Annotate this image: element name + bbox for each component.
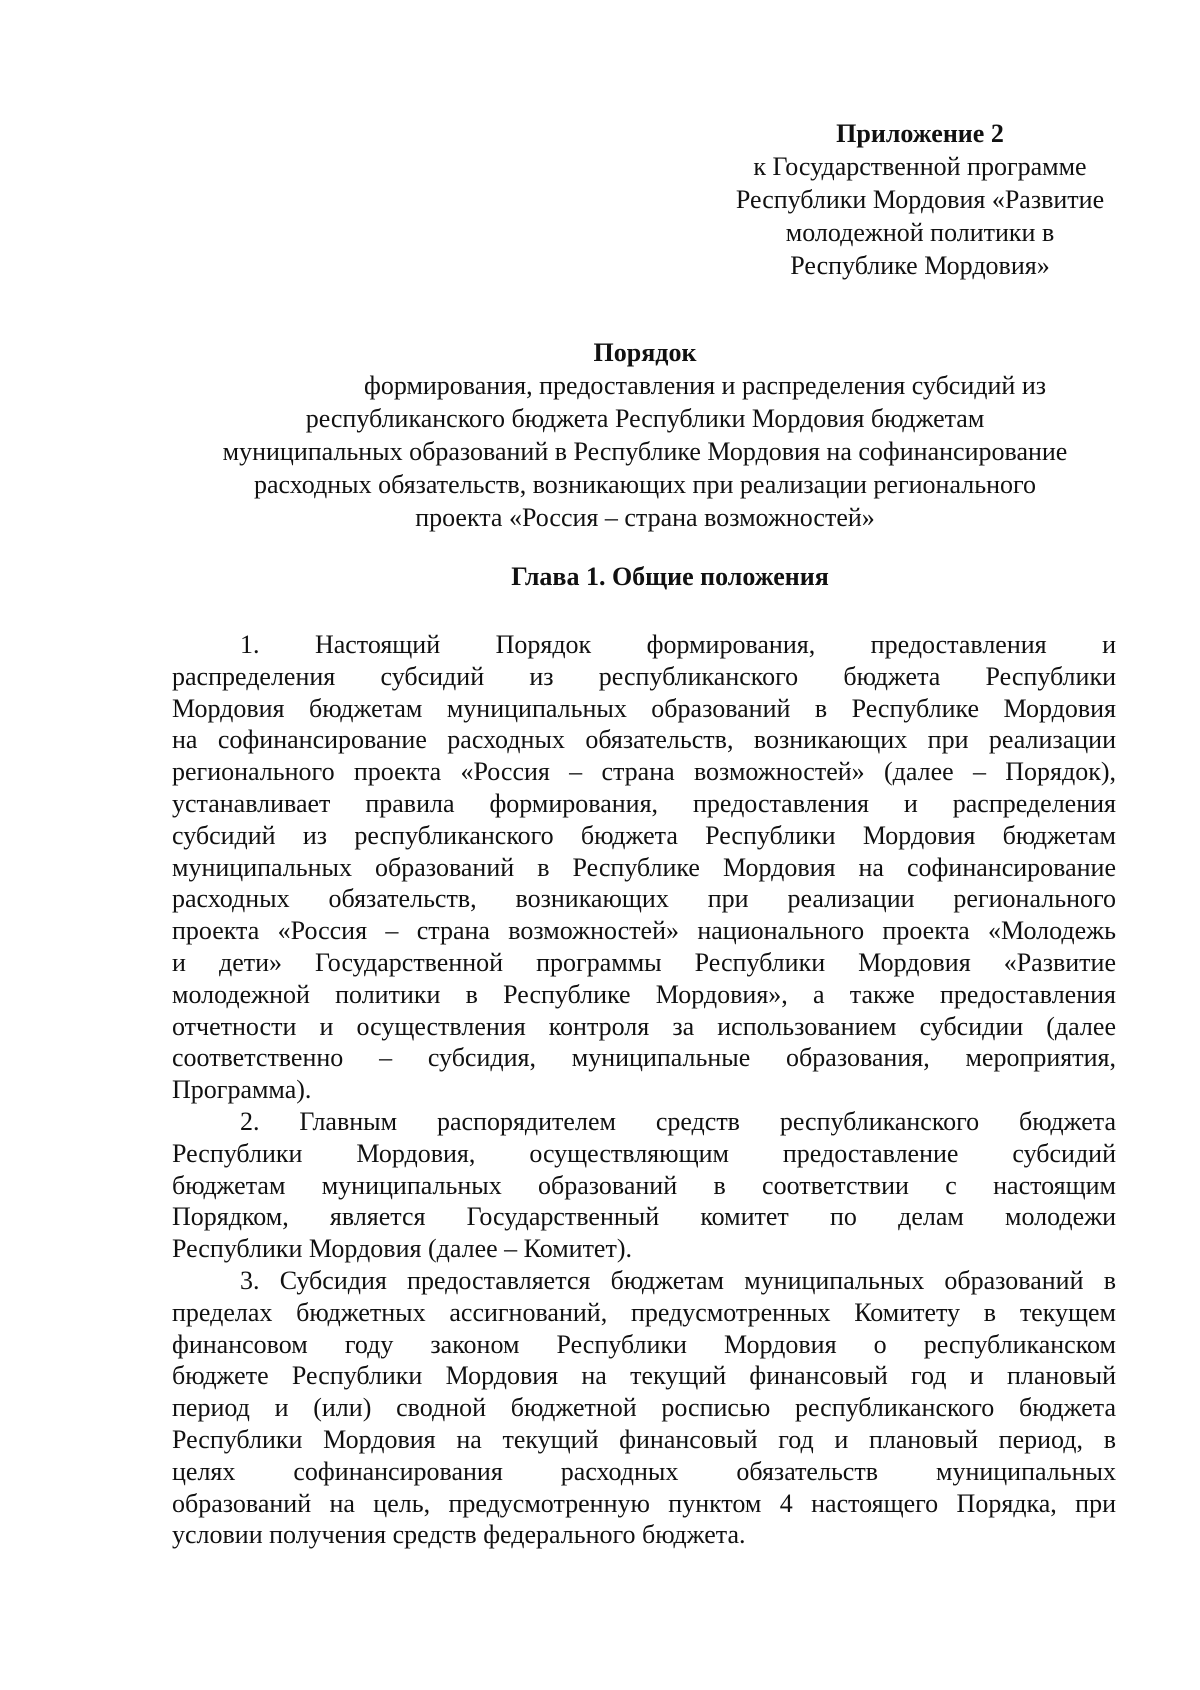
appendix-line: Республики Мордовия «Развитие	[735, 185, 1105, 214]
appendix-title: Приложение 2	[836, 119, 1004, 148]
body-line: целях софинансирования расходных обязательств муниципальных	[172, 1456, 1116, 1486]
body-line: период и (или) сводной бюджетной росписью республиканского бюджета	[172, 1393, 1116, 1423]
appendix-header	[690, 117, 1150, 282]
body-line: соответственно – субсидия, муниципальные образования, мероприятия,	[172, 1043, 1116, 1073]
body-line: образований на цель, предусмотренную пунктом 4 настоящего Порядка, при	[172, 1488, 1116, 1518]
body-line: молодежной политики в Республике Мордовия», а также предоставления	[172, 979, 1116, 1009]
body-line: расходных обязательств, возникающих при реализации регионального	[172, 884, 1116, 914]
order-heading	[170, 336, 1120, 534]
body-line: и дети» Государственной программы Республики Мордовия «Развитие	[172, 947, 1116, 977]
body-line: муниципальных образований в Республике Мордовия на софинансирование	[172, 852, 1116, 882]
body-line: проекта «Россия – страна возможностей» национального проекта «Молодежь	[172, 916, 1116, 946]
appendix-line: к Государственной программе	[753, 152, 1087, 181]
order-subtitle-line: проекта «Россия – страна возможностей»	[415, 503, 875, 532]
body-line: Программа).	[172, 1075, 312, 1105]
body-line: бюджете Республики Мордовия на текущий финансовый год и плановый	[172, 1361, 1116, 1391]
body-line: устанавливает правила формирования, предоставления и распределения	[172, 788, 1116, 818]
appendix-line: Республике Мордовия»	[790, 251, 1050, 280]
order-subtitle-line: расходных обязательств, возникающих при реализации регионального	[254, 470, 1036, 499]
body-line: субсидий из республиканского бюджета Республики Мордовия бюджетам	[172, 820, 1116, 850]
body-line: 1. Настоящий Порядок формирования, предоставления и	[240, 630, 1116, 659]
body-line: условии получения средств федерального бюджета.	[172, 1520, 746, 1550]
body-line: Республики Мордовия, осуществляющим предоставление субсидий	[172, 1138, 1116, 1168]
body-line: 3. Субсидия предоставляется бюджетам муниципальных образований в	[240, 1265, 1116, 1295]
order-title: Порядок	[593, 338, 697, 367]
order-subtitle-line: республиканского бюджета Республики Мордовия бюджетам	[305, 404, 985, 433]
body-text	[172, 629, 1116, 1551]
body-line: Мордовия бюджетам муниципальных образований в Республике Мордовия	[172, 693, 1116, 723]
body-line: распределения субсидий из республиканского бюджета Республики	[172, 661, 1116, 691]
order-subtitle-line: муниципальных образований в Республике Мордовия на софинансирование	[222, 437, 1068, 466]
body-line: отчетности и осуществления контроля за использованием субсидии (далее	[172, 1011, 1116, 1041]
body-line: Республики Мордовия на текущий финансовый год и плановый период, в	[172, 1424, 1116, 1454]
body-line: регионального проекта «Россия – страна возможностей» (далее – Порядок),	[172, 757, 1116, 787]
body-line: Республики Мордовия (далее – Комитет).	[172, 1234, 632, 1264]
body-line: пределах бюджетных ассигнований, предусмотренных Комитету в текущем	[172, 1297, 1116, 1327]
body-line: Порядком, является Государственный комитет по делам молодежи	[172, 1202, 1116, 1232]
order-subtitle-line: формирования, предоставления и распределения субсидий из	[363, 371, 1047, 400]
body-line: бюджетам муниципальных образований в соответствии с настоящим	[172, 1170, 1116, 1200]
body-line: финансовом году законом Республики Мордовия о республиканском	[172, 1329, 1116, 1359]
appendix-line: молодежной политики в	[785, 218, 1055, 247]
body-line: на софинансирование расходных обязательств, возникающих при реализации	[172, 725, 1116, 755]
chapter-title: Глава 1. Общие положения	[511, 562, 829, 591]
body-line: 2. Главным распорядителем средств республиканского бюджета	[240, 1106, 1116, 1136]
